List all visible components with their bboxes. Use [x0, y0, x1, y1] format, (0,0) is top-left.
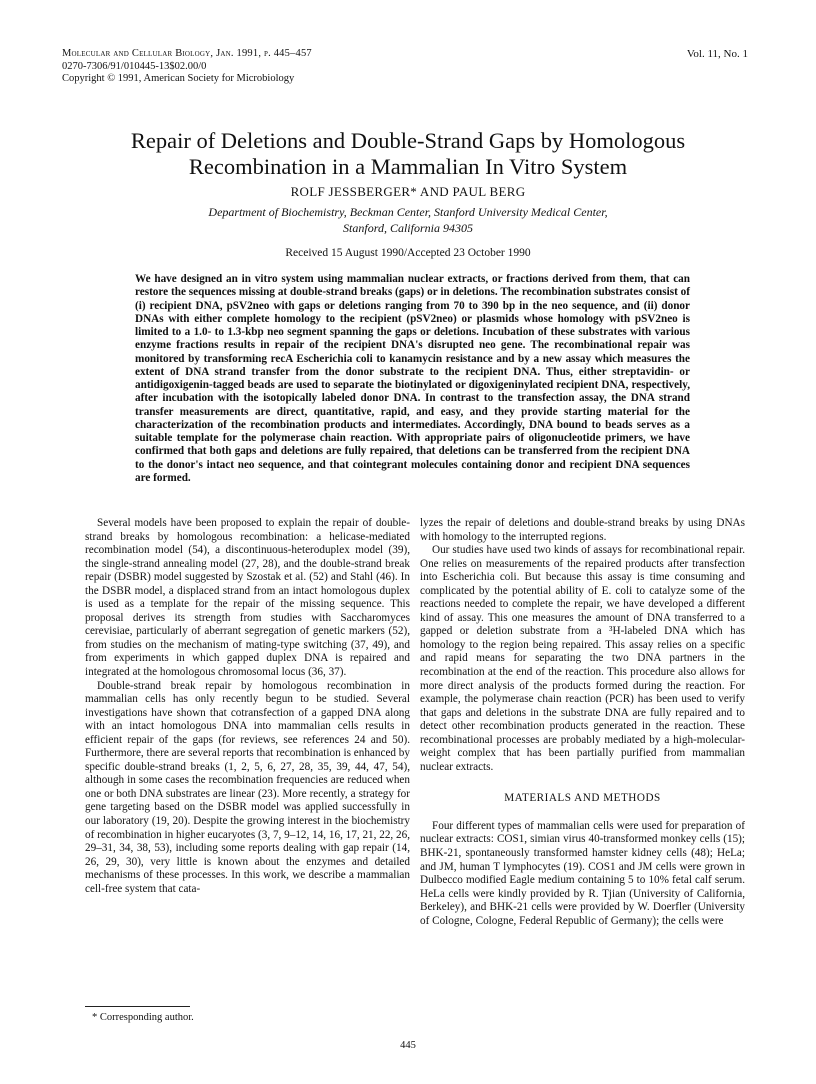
body-column-left — [85, 517, 410, 896]
article-code: 0270-7306/91/010445-13$02.00/0 — [62, 60, 207, 72]
article-title: Repair of Deletions and Double-Strand Gaps by Homologous Recombination in a Mammalian In Vitro System — [130, 128, 686, 179]
paragraph: Four different types of mammalian cells were used for preparation of nuclear extracts: COS1, simian virus 40-transformed monkey cells (15); BHK-21, spontaneously transformed hamster kidney cells (48); HeLa; and JM, human T lymphocytes (19). COS1 and JM cells were grown in Dulbecco modified Eagle medium containing 5 to 10% fetal calf serum. HeLa cells were kindly provided by R. Tjian (University of California, Berkeley), and BHK-21 cells were provided by W. Doerfler (University of Cologne, Cologne, Federal Republic of Germany); the cells were — [420, 819, 745, 927]
page-number: 445 — [400, 1040, 416, 1051]
abstract: We have designed an in vitro system using mammalian nuclear extracts, or fractions derived from them, that can restore the sequences missing at double-strand breaks (gaps) or in deletions. The recombination substrates consist of (i) recipient DNA, pSV2neo with gaps or deletions ranging from 70 to 390 bp in the neo sequence, and (ii) donor DNAs with either complete homology to the recipient (pSV2neo) or plasmids whose homology with pSV2neo is limited to a 1.0- to 1.3-kbp neo segment spanning the gaps or deletions. Incubation of these substrates with various enzyme fractions results in repair of the recipient DNA's disrupted neo gene. The recombinational repair was monitored by transforming recA Escherichia coli to kanamycin resistance and by a new assay which measures the extent of DNA strand transfer from the donor substrate to the recipient DNA. Thus, either streptavidin- or antidigoxigenin-tagged beads are used to separate the biotinylated or digoxigeninylated recipient DNA, respectively, after incubation with the isotopically labeled donor DNA. In contrast to the transfection assay, the DNA strand transfer measurements are direct, quantitative, rapid, and easy, and they provide starting material for the characterization of the recombination products and intermediates. Accordingly, DNA bound to beads serves as a suitable template for the polymerase chain reaction. With appropriate pairs of oligonucleotide primers, we have confirmed that both gaps and deletions are fully repaired, that deletions can be transferred from the recipient DNA to the donor's intact neo sequence, and that cointegrant molecules containing donor and recipient DNA sequences are formed. — [135, 273, 690, 484]
received-dates: Received 15 August 1990/Accepted 23 October 1990 — [285, 247, 531, 259]
author-list: ROLF JESSBERGER* AND PAUL BERG — [290, 184, 526, 199]
paragraph: Double-strand break repair by homologous recombination in mammalian cells has only recently begun to be studied. Several investigations have shown that cotransfection of a gapped DNA along with an intact homologous DNA into mammalian cells results in efficient repair of the gaps (for reviews, see references 24 and 50). Furthermore, there are several reports that recombination is enhanced by specific double-strand breaks (1, 2, 5, 6, 27, 28, 35, 39, 44, 47, 54), although in some cases the recombination frequencies are reduced when one or both DNA substrates are linear (23). More recently, a strategy for gene targeting based on the DSBR model was applied successfully in our laboratory (19, 20). Despite the growing interest in the biochemistry of recombination in higher eucaryotes (3, 7, 9–12, 14, 16, 17, 21, 22, 26, 29–31, 34, 38, 53), including some reports dealing with gap repair (14, 26, 29, 30), very little is known about the enzymes and detailed mechanisms of these processes. In this work, we describe a mammalian cell-free system that cata- — [85, 679, 410, 895]
affiliation — [60, 204, 756, 236]
journal-citation: Molecular and Cellular Biology, Jan. 1991, p. 445–457 — [62, 48, 312, 59]
journal-header — [62, 48, 582, 86]
paragraph: Our studies have used two kinds of assays for recombinational repair. One relies on measurements of the repaired products after transfection into Escherichia coli. But because this assay is time consuming and complicated by the potential ability of E. coli to catalyze some of the reactions needed to complete the repair, we have developed a different kind of assay. This one measures the amount of DNA transferred to a gapped or deletion substrate from a ³H-labeled DNA which has homology to the region being repaired. This assay relies on a specific and rapid means for separating the two DNA partners in the recombination at the end of the reaction. This procedure also allows for more direct analysis of the products formed during the reaction. For example, the polymerase chain reaction (PCR) has been used to verify that gaps and deletions in the substrate DNA are fully repaired and to detect other recombination products generated in the reaction. These recombinational processes are probably mediated by a high-molecular-weight complex that has been partially purified from mammalian nuclear extracts. — [420, 544, 745, 773]
copyright-line: Copyright © 1991, American Society for Microbiology — [62, 73, 295, 84]
section-heading: MATERIALS AND METHODS — [504, 792, 661, 805]
affiliation-line-1: Department of Biochemistry, Beckman Center, Stanford University Medical Center, — [208, 205, 608, 219]
footnote-divider — [85, 1006, 190, 1007]
paragraph: Several models have been proposed to explain the repair of double-strand breaks by homologous recombination: a helicase-mediated recombination model (54), a discontinuous-heteroduplex model (39), the single-strand annealing model (27, 28), and the double-strand break repair (DSBR) model suggested by Szostak et al. (52) and Stahl (46). In the DSBR model, a displaced strand from an intact homologous duplex is used as a template for the repair of the missing sequence. This proposal derives its strength from studies with Saccharomyces cerevisiae, particularly of aberrant segregation of genetic markers (52), from studies on the mechanism of mating-type switching (37, 49), and from experiments in which gapped duplex DNA is repaired and integrated at the homologous chromosomal locus (36, 37). — [85, 517, 410, 679]
affiliation-line-2: Stanford, California 94305 — [343, 221, 473, 235]
footnote: * Corresponding author. — [92, 1012, 194, 1023]
body-column-right — [420, 517, 745, 928]
volume-info: Vol. 11, No. 1 — [686, 48, 748, 60]
paragraph: lyzes the repair of deletions and double-strand breaks by using DNAs with homology to the interrupted regions. — [420, 517, 745, 543]
